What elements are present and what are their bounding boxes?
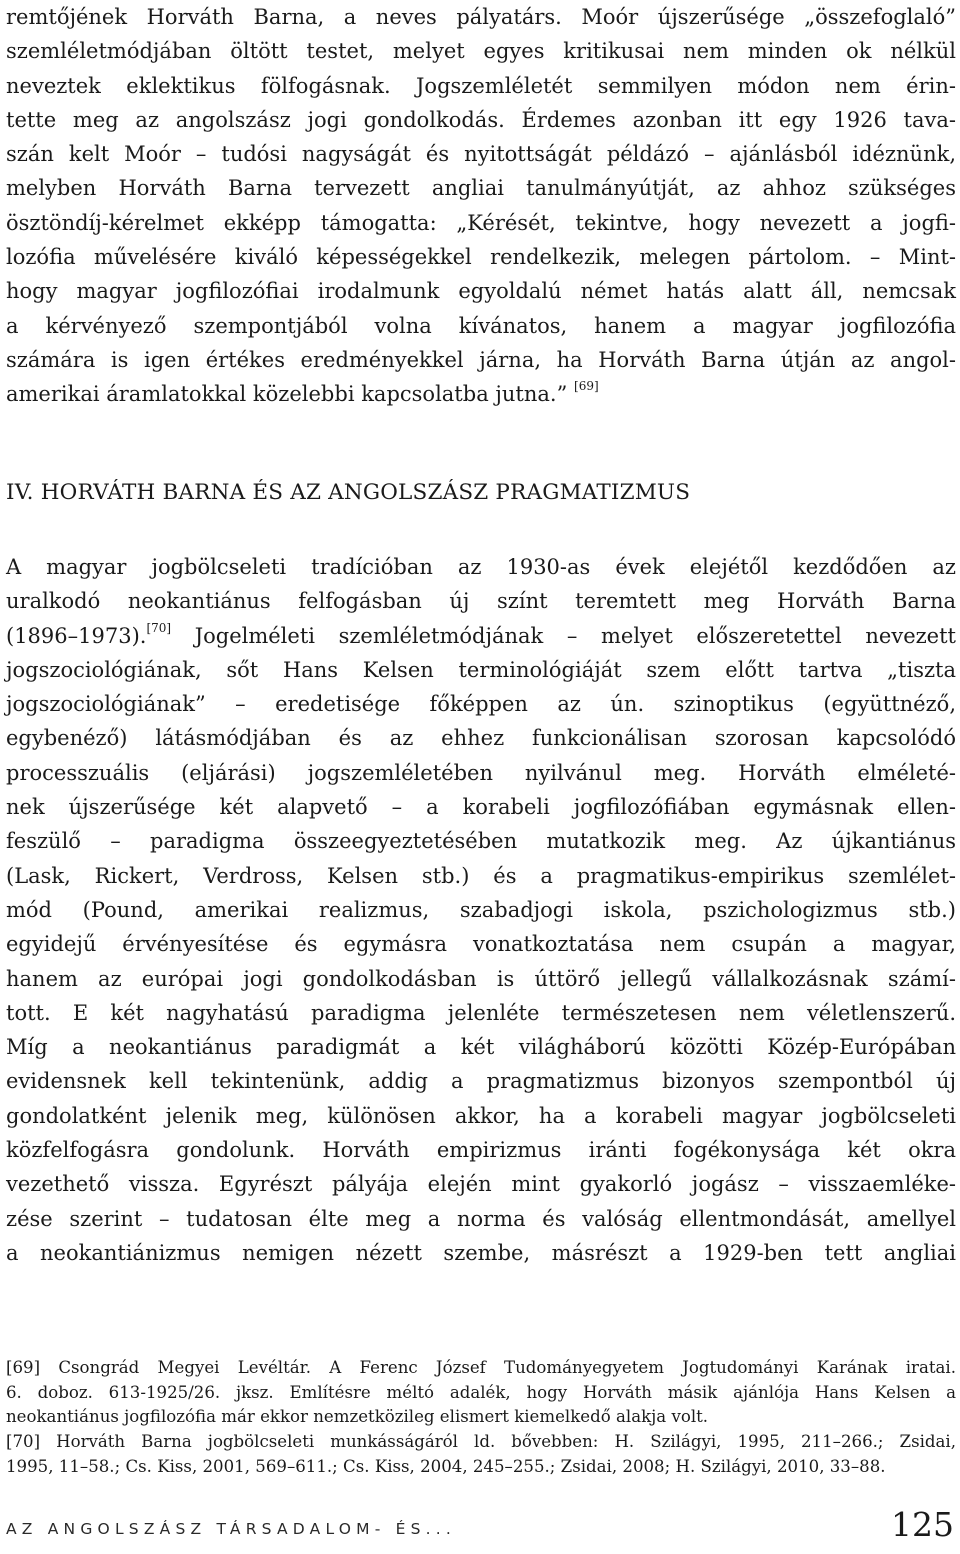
text-line: vezethető vissza. Egyrészt pályája elején mint gyakorló jogász – visszaemléke- (6, 1172, 956, 1197)
text-line: mód (Pound, amerikai realizmus, szabadjogi iskola, pszichologizmus stb.) (6, 897, 956, 922)
footnote-line: neokantiánus jogfilozófia már ekkor nemzetközileg elismert kiemelkedő alakja volt. (6, 1407, 709, 1427)
text-line: közfelfogásra gondolunk. Horváth empirizmus iránti fogékonysága két okra (6, 1138, 956, 1163)
running-title: AZ ANGOLSZÁSZ TÁRSADALOM- ÉS... (6, 1520, 457, 1538)
line-text: (1896–1973). (6, 623, 147, 648)
text-line: a neokantiánizmus nemigen nézett szembe, másrészt a 1929-ben tett angliai (6, 1240, 956, 1265)
text-line (6, 619, 956, 653)
text-line: tott. E két nagyhatású paradigma jelenléte természetesen nem véletlenszerű. (6, 1000, 956, 1025)
text-line (6, 377, 956, 411)
text-line: szán kelt Moór – tudósi nagyságát és nyitottságát példázó – ajánlásból idéznünk, (6, 142, 956, 167)
footnote-line: [70] Horváth Barna jogbölcseleti munkásságáról ld. bővebben: H. Szilágyi, 1995, 211–266.; Zsidai, (6, 1432, 956, 1452)
footnote-ref: [70] (146, 620, 172, 635)
text-line: lozófia művelésére kiváló képességekkel rendelkezik, melegen pártolom. – Mint- (6, 245, 956, 270)
body-paragraph-2 (6, 550, 956, 1270)
text-line: uralkodó neokantiánus felfogásban új színt teremtett meg Horváth Barna (6, 589, 956, 614)
body-paragraph-1 (6, 0, 956, 412)
text-line: tette meg az angolszász jogi gondolkodás. Érdemes azonban itt egy 1926 tava- (6, 107, 956, 132)
text-line: gondolatként jelenik meg, különösen akkor, ha a korabeli magyar jogbölcseleti (6, 1103, 956, 1128)
page-number: 125 (891, 1505, 954, 1544)
text-line: processzuális (eljárási) jogszemléletében nyilvánul meg. Horváth elméleté- (6, 760, 956, 785)
section-heading: IV. HORVÁTH BARNA ÉS AZ ANGOLSZÁSZ PRAGMATIZMUS (6, 480, 691, 505)
text-line: hogy magyar jogfilozófiai irodalmunk egyoldalú német hatás alatt áll, nemcsak (6, 279, 956, 304)
text-line: szemléletmódjában öltött testet, melyet egyes kritikusai nem minden ok nélkül (6, 39, 956, 64)
text-line: jogszociológiának” – eredetisége főképpen az ún. szinoptikus (együttnéző, (6, 692, 956, 717)
text-line: melyben Horváth Barna tervezett angliai tanulmányútját, az ahhoz szükséges (6, 176, 956, 201)
text-line: nek újszerűsége két alapvető – a korabeli jogfilozófiában egymásnak ellen- (6, 795, 956, 820)
text-line: neveztek eklektikus fölfogásnak. Jogszemléletét semmilyen módon nem érin- (6, 73, 956, 98)
text-line: zése szerint – tudatosan élte meg a norma és valóság ellentmondását, amellyel (6, 1206, 956, 1231)
text-line: a kérvényező szempontjából volna kívánatos, hanem a magyar jogfilozófia (6, 313, 956, 338)
text-line: A magyar jogbölcseleti tradícióban az 1930-as évek elejétől kezdődően az (6, 555, 956, 579)
line-text: amerikai áramlatokkal közelebbi kapcsolatba jutna.” (6, 382, 568, 407)
text-line: Míg a neokantiánus paradigmát a két világháború közötti Közép-Európában (6, 1035, 956, 1060)
footnotes (6, 1356, 956, 1480)
footnote-line: 6. doboz. 613-1925/26. jksz. Említésre méltó adalék, hogy Horváth másik ajánlója Hans Kelsen a (6, 1382, 956, 1402)
text-line: hanem az európai jogi gondolkodásban is úttörő jellegű vállalkozásnak számí- (6, 966, 956, 991)
footnote-line: [69] Csongrád Megyei Levéltár. A Ferenc József Tudományegyetem Jogtudományi Karának iratai. (6, 1358, 956, 1377)
footnote-line: 1995, 11–58.; Cs. Kiss, 2001, 569–611.; Cs. Kiss, 2004, 245–255.; Zsidai, 2008; H. Szilágyi, 2010, 33–88. (6, 1456, 886, 1476)
text-line: evidensnek kell tekintenünk, addig a pragmatizmus bizonyos szempontból új (6, 1069, 956, 1094)
footnote-ref: [69] (574, 379, 599, 394)
line-text: Jogelméleti szemléletmódjának – melyet előszeretettel nevezett (171, 623, 956, 648)
text-line: (Lask, Rickert, Verdross, Kelsen stb.) és a pragmatikus-empirikus szemlélet- (6, 863, 956, 888)
text-line: remtőjének Horváth Barna, a neves pályatárs. Moór újszerűsége „összefoglaló” (6, 5, 956, 29)
text-line: ösztöndíj-kérelmet ekképp támogatta: „Kérését, tekintve, hogy nevezett a jogfi- (6, 210, 956, 235)
text-line: egybenéző) látásmódjában és az ehhez funkcionálisan szorosan kapcsolódó (6, 726, 956, 751)
text-line: feszülő – paradigma összeegyeztetésében mutatkozik meg. Az újkantiánus (6, 829, 956, 854)
text-line: egyidejű érvényesítése és egymásra vonatkoztatása nem csupán a magyar, (6, 932, 956, 957)
text-line: számára is igen értékes eredményekkel járna, ha Horváth Barna útján az angol- (6, 347, 956, 372)
text-line: jogszociológiának, sőt Hans Kelsen terminológiáját szem előtt tartva „tiszta (6, 657, 956, 682)
